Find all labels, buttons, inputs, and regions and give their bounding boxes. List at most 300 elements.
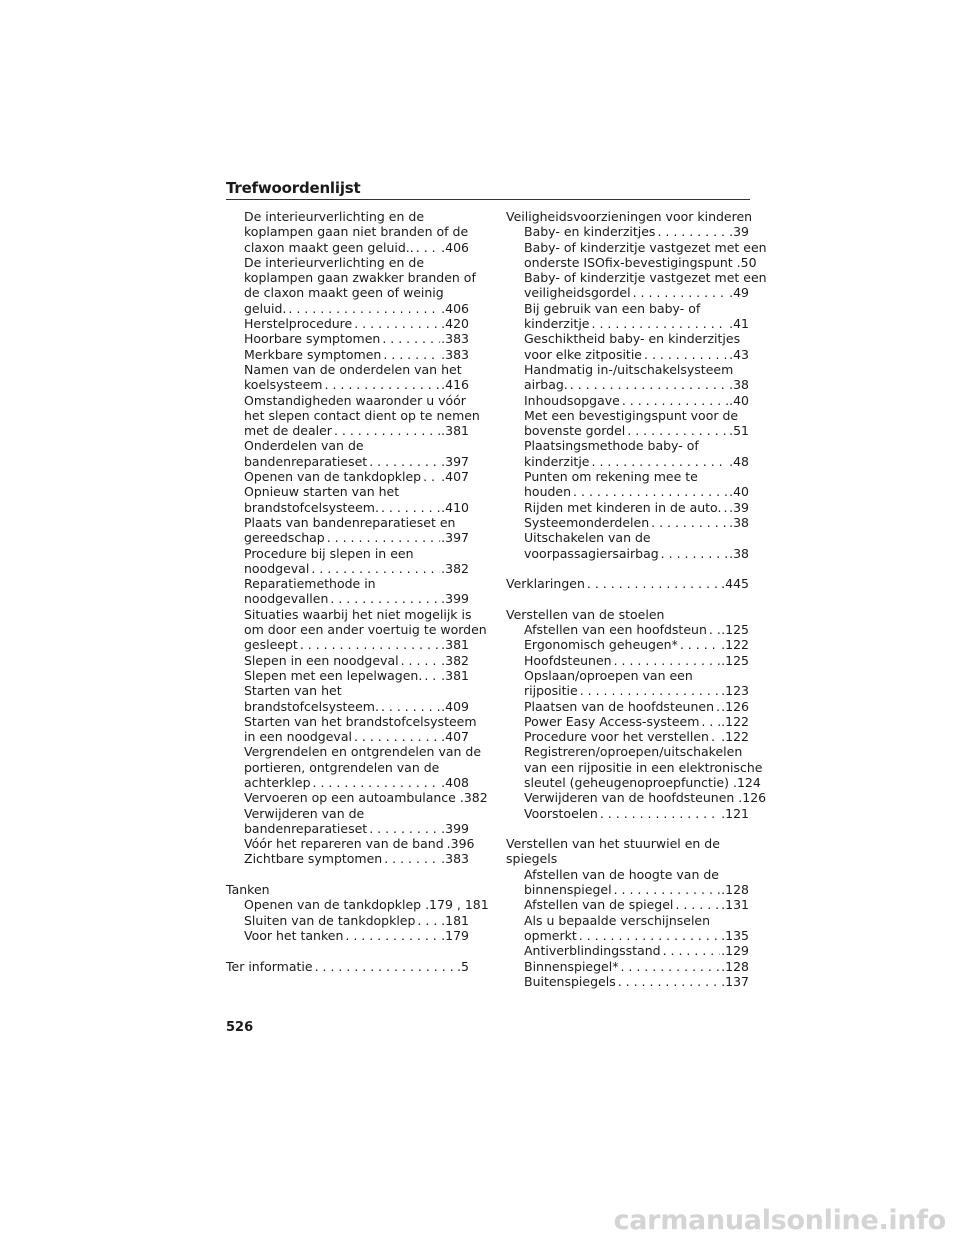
index-entry: [506, 546, 749, 561]
index-entry: [226, 515, 469, 530]
entry-page-ref: .408: [441, 774, 469, 790]
index-entry: [226, 255, 469, 270]
index-entry: [226, 806, 469, 821]
index-entry: [506, 759, 763, 775]
index-entry: [226, 744, 482, 760]
index-entry: [226, 362, 469, 377]
dot-leader: [577, 928, 720, 943]
entry-text: Afstellen van een hoofdsteun: [524, 622, 707, 638]
dot-leader: [678, 637, 720, 652]
entry-text: Antiverblindingsstand: [524, 943, 661, 959]
entry-page-ref: .5: [457, 958, 469, 974]
entry-text: om door een ander voertuig te worden: [244, 622, 487, 638]
index-entry: [226, 637, 469, 652]
entry-text: spiegels: [506, 851, 558, 867]
index-entry: [226, 316, 469, 331]
entry-text: Namen van de onderdelen van het: [244, 361, 462, 377]
entry-page-ref: .383: [441, 346, 469, 362]
entry-page-ref: .38: [729, 514, 749, 530]
entry-text: gereedschap: [244, 530, 325, 546]
entry-page-ref: .121: [721, 805, 749, 821]
dot-leader: [571, 484, 728, 499]
entry-text: Procedure voor het verstellen: [524, 729, 709, 745]
dot-leader: [616, 974, 720, 989]
index-heading: [506, 607, 749, 622]
entry-text: Rijden met kinderen in de auto.: [524, 499, 722, 515]
entry-page-ref: .383: [441, 331, 469, 347]
dot-leader: [382, 851, 440, 866]
dot-leader: [699, 714, 720, 729]
dot-leader: [631, 285, 729, 300]
entry-text: Verklaringen: [506, 576, 585, 592]
index-entry: [506, 254, 757, 270]
dot-leader: [415, 913, 440, 928]
index-entry: [226, 500, 469, 515]
index-entry: [226, 331, 469, 346]
dot-leader: [380, 331, 440, 346]
dot-leader: [578, 683, 720, 698]
entry-text: Slepen met een lepelwagen.: [244, 667, 423, 683]
entry-text: Ergonomisch geheugen*: [524, 637, 678, 653]
dot-leader: [568, 377, 728, 392]
entry-text: koplampen gaan zwakker branden of: [244, 270, 476, 286]
index-entry: [226, 224, 469, 239]
entry-text: de claxon maakt geen of weinig: [244, 285, 444, 301]
entry-page-ref: .125: [721, 622, 749, 638]
entry-page-ref: .381: [441, 637, 469, 653]
dot-leader: [309, 561, 440, 576]
entry-page-ref: .382: [441, 652, 469, 668]
entry-text: Procedure bij slepen in een: [244, 545, 414, 561]
index-entry: [226, 821, 469, 836]
dot-leader: [585, 576, 720, 591]
entry-text: portieren, ontgrendelen van de: [244, 759, 440, 775]
dot-leader: [590, 316, 729, 331]
entry-text: bovenste gordel: [524, 423, 626, 439]
entry-page-ref: .128: [721, 882, 749, 898]
entry-spacer: [226, 943, 469, 958]
entry-text: Uitschakelen van de: [524, 530, 651, 546]
index-entry: [506, 668, 749, 683]
index-entry: [506, 774, 761, 790]
entry-page-ref: .129: [721, 943, 749, 959]
entry-spacer: [506, 561, 749, 576]
index-heading: [226, 959, 469, 974]
watermark: carmanualsonline.info: [613, 1205, 946, 1236]
entry-page-ref: .406: [441, 300, 469, 316]
index-entry: [506, 637, 749, 652]
entry-text: opmerkt: [524, 927, 577, 943]
entry-text: Omstandigheden waaronder u vóór: [244, 392, 466, 408]
entry-text: geluid.: [244, 300, 287, 316]
index-entry: [226, 713, 477, 729]
entry-page-ref: .420: [441, 316, 469, 332]
index-entry: [506, 500, 749, 515]
page-title: Trefwoordenlijst: [226, 179, 361, 197]
index-entry: [226, 913, 469, 928]
entry-text: Baby- of kinderzitje vastgezet met een: [524, 239, 767, 255]
dot-leader: [707, 622, 720, 637]
entry-text: De interieurverlichting en de: [244, 254, 425, 270]
index-entry: [226, 790, 488, 806]
dot-leader: [367, 821, 440, 836]
entry-text: noodgeval: [244, 560, 310, 576]
index-entry: [506, 530, 749, 545]
entry-text: voorpassagiersairbag: [524, 545, 659, 561]
dot-leader: [659, 546, 728, 561]
index-entry: [226, 423, 469, 438]
entry-text: Verstellen van het stuurwiel en de: [506, 836, 720, 852]
entry-text: brandstofcelsysteem.: [244, 499, 379, 515]
entry-text: Starten van het brandstofcelsysteem: [244, 713, 477, 729]
entry-text: veiligheidsgordel: [524, 285, 631, 301]
entry-text: bandenreparatieset: [244, 820, 368, 836]
index-entry: [506, 469, 749, 484]
entry-text: gesleept: [244, 637, 298, 653]
index-entry: [506, 928, 749, 943]
dot-leader: [709, 729, 720, 744]
index-entry: [506, 699, 749, 714]
index-entry: [506, 913, 749, 928]
entry-text: Opnieuw starten van het: [244, 484, 400, 500]
entry-text: Ter informatie: [226, 958, 313, 974]
dot-leader: [422, 668, 440, 683]
index-entry: [226, 897, 489, 913]
entry-text: Baby- en kinderzitjes: [524, 224, 656, 240]
entry-page-ref: .179: [441, 927, 469, 943]
entry-page-ref: .126: [721, 698, 749, 714]
index-entry: [506, 867, 749, 882]
dot-leader: [421, 469, 440, 484]
entry-text: van een rijpositie in een elektronische: [524, 759, 763, 775]
header-divider: [226, 199, 750, 200]
index-entry: [226, 407, 480, 423]
index-entry: [226, 653, 469, 668]
index-entry: [506, 790, 767, 806]
entry-text: Afstellen van de spiegel: [524, 897, 674, 913]
entry-page-ref: .40: [729, 484, 749, 500]
entry-text: Herstelprocedure: [244, 316, 353, 332]
entry-page-ref: .399: [441, 591, 469, 607]
dot-leader: [590, 454, 729, 469]
index-entry: [506, 331, 749, 346]
index-entry: [506, 347, 749, 362]
index-entry: [226, 622, 487, 638]
entry-text: Tanken: [226, 882, 270, 898]
index-entry: [506, 729, 749, 744]
entry-page-ref: .382: [441, 560, 469, 576]
index-entry: [506, 744, 749, 759]
index-entry: [506, 393, 749, 408]
index-entry: [226, 699, 469, 714]
dot-leader: [655, 224, 728, 239]
index-entry: [226, 591, 469, 606]
dot-leader: [642, 347, 728, 362]
entry-page-ref: .416: [441, 377, 469, 393]
entry-text: Binnenspiegel*: [524, 958, 619, 974]
index-entry: [226, 469, 469, 484]
entry-text: Inhoudsopgave: [524, 392, 620, 408]
index-entry: [506, 301, 749, 316]
entry-text: Hoorbare symptomen: [244, 331, 381, 347]
dot-leader: [332, 423, 440, 438]
index-entry: [506, 239, 767, 255]
entry-text: binnenspiegel: [524, 882, 612, 898]
entry-page-ref: .48: [729, 453, 749, 469]
index-heading: [506, 209, 753, 224]
index-entry: [226, 438, 469, 453]
dot-leader: [625, 423, 728, 438]
index-entry: [226, 775, 469, 790]
entry-text: voor elke zitpositie: [524, 346, 642, 362]
entry-text: met de dealer: [244, 423, 332, 439]
entry-page-ref: .38: [729, 545, 749, 561]
dot-leader: [381, 347, 440, 362]
entry-page-ref: .51: [729, 423, 749, 439]
index-entry: [226, 668, 469, 683]
dot-leader: [620, 393, 728, 408]
entry-page-ref: .38: [729, 377, 749, 393]
index-entry: [506, 454, 749, 469]
entry-text: Met een bevestigingspunt voor de: [524, 407, 739, 423]
index-entry: [226, 240, 469, 255]
index-column-left: [226, 209, 489, 974]
entry-spacer: [226, 867, 469, 882]
dot-leader: [612, 653, 721, 668]
index-entry: [226, 301, 469, 316]
entry-page-ref: .137: [721, 973, 749, 989]
entry-text: Verwijderen van de: [244, 805, 365, 821]
entry-text: Systeemonderdelen: [524, 514, 650, 530]
entry-text: Starten van het: [244, 683, 342, 699]
index-entry: [506, 683, 749, 698]
index-entry: [226, 683, 469, 698]
index-column-right: [506, 209, 767, 989]
dot-leader: [323, 377, 441, 392]
entry-page-ref: .407: [441, 469, 469, 485]
index-entry: [506, 423, 749, 438]
entry-spacer: [506, 591, 749, 606]
dot-leader: [649, 515, 728, 530]
page-number: 526: [226, 1020, 254, 1035]
index-entry: [506, 943, 749, 958]
dot-leader: [598, 806, 720, 821]
index-entry: [506, 897, 749, 912]
entry-page-ref: .406: [441, 239, 469, 255]
entry-page-ref: .410: [441, 499, 469, 515]
entry-text: Afstellen van de hoogte van de: [524, 866, 719, 882]
dot-leader: [661, 943, 721, 958]
entry-text: in een noodgeval: [244, 729, 352, 745]
entry-text: Voor het tanken: [244, 927, 344, 943]
index-entry: [226, 836, 475, 852]
index-entry: [506, 974, 749, 989]
index-entry: [506, 653, 749, 668]
dot-leader: [325, 530, 440, 545]
entry-page-ref: .381: [441, 423, 469, 439]
entry-text: Hoofdsteunen: [524, 652, 612, 668]
index-entry: [226, 546, 469, 561]
entry-text: claxon maakt geen geluid..: [244, 239, 414, 255]
entry-text: sleutel (geheugenoproepfunctie) .124: [524, 774, 761, 790]
dot-leader: [313, 959, 456, 974]
entry-text: Situaties waarbij het niet mogelijk is: [244, 606, 472, 622]
entry-page-ref: .125: [721, 652, 749, 668]
index-entry: [226, 729, 469, 744]
entry-text: Merkbare symptomen: [244, 346, 382, 362]
dot-leader: [328, 591, 440, 606]
index-entry: [226, 851, 469, 866]
index-entry: [506, 622, 749, 637]
index-entry: [226, 209, 469, 224]
entry-text: Plaats van bandenreparatieset en: [244, 514, 456, 530]
entry-page-ref: .397: [441, 530, 469, 546]
entry-text: Baby- of kinderzitje vastgezet met een: [524, 270, 767, 286]
entry-page-ref: .122: [721, 729, 749, 745]
entry-page-ref: .407: [441, 729, 469, 745]
index-entry: [506, 362, 749, 377]
index-heading: [506, 836, 749, 851]
entry-page-ref: .381: [441, 667, 469, 683]
index-entry: [506, 270, 767, 286]
entry-text: Plaatsingsmethode baby- of: [524, 438, 699, 454]
index-entry: [226, 561, 469, 576]
index-entry: [226, 760, 469, 775]
entry-page-ref: .123: [721, 683, 749, 699]
entry-text: brandstofcelsysteem.: [244, 698, 379, 714]
entry-text: Registreren/oproepen/uitschakelen: [524, 744, 743, 760]
index-entry: [226, 576, 469, 591]
entry-page-ref: .122: [721, 713, 749, 729]
dot-leader: [286, 301, 440, 316]
entry-text: airbag.: [524, 377, 568, 393]
index-entry: [506, 515, 749, 530]
dot-leader: [298, 637, 440, 652]
index-entry: [506, 882, 749, 897]
entry-text: Veiligheidsvoorzieningen voor kinderen: [506, 209, 753, 224]
entry-text: Reparatiemethode in: [244, 576, 376, 592]
dot-leader: [379, 500, 440, 515]
entry-text: Plaatsen van de hoofdsteunen: [524, 698, 714, 714]
entry-text: Als u bepaalde verschijnselen: [524, 912, 711, 928]
entry-page-ref: .399: [441, 820, 469, 836]
entry-text: Opslaan/oproepen van een: [524, 667, 693, 683]
entry-text: Buitenspiegels: [524, 973, 616, 989]
index-entry: [226, 377, 469, 392]
entry-spacer: [506, 821, 749, 836]
entry-text: Onderdelen van de: [244, 438, 364, 454]
dot-leader: [612, 882, 721, 897]
entry-page-ref: .131: [721, 897, 749, 913]
entry-text: Zichtbare symptomen: [244, 851, 383, 867]
dot-leader: [721, 500, 728, 515]
entry-page-ref: .40: [729, 392, 749, 408]
index-entry: [226, 393, 469, 408]
entry-text: rijpositie: [524, 683, 578, 699]
entry-text: Verstellen van de stoelen: [506, 606, 665, 622]
dot-leader: [352, 729, 440, 744]
index-entry: [506, 806, 749, 821]
index-entry: [226, 928, 469, 943]
index-entry: [506, 714, 749, 729]
index-entry: [506, 484, 749, 499]
entry-text: Voorstoelen: [524, 805, 598, 821]
dot-leader: [414, 240, 440, 255]
index-entry: [226, 454, 469, 469]
entry-page-ref: .39: [729, 224, 749, 240]
index-entry: [506, 316, 749, 331]
entry-text: Geschiktheid baby- en kinderzitjes: [524, 331, 741, 347]
dot-leader: [352, 316, 440, 331]
index-entry: [226, 484, 469, 499]
entry-text: Slepen in een noodgeval: [244, 652, 399, 668]
entry-text: De interieurverlichting en de: [244, 209, 425, 224]
entry-page-ref: .122: [721, 637, 749, 653]
entry-text: onderste ISOfix-bevestigingspunt .50: [524, 254, 757, 270]
entry-text: Vergrendelen en ontgrendelen van de: [244, 744, 482, 760]
entry-text: het slepen contact dient op te nemen: [244, 407, 480, 423]
dot-leader: [618, 959, 720, 974]
index-entry: [226, 285, 469, 300]
entry-page-ref: .383: [441, 851, 469, 867]
entry-text: achterklep: [244, 774, 311, 790]
index-entry: [506, 408, 749, 423]
entry-page-ref: .49: [729, 285, 749, 301]
entry-text: kinderzitje: [524, 316, 590, 332]
entry-text: Vervoeren op een autoambulance .382: [244, 790, 488, 806]
index-entry: [506, 377, 749, 392]
entry-page-ref: .445: [721, 576, 749, 592]
index-entry: [226, 530, 469, 545]
entry-text: Openen van de tankdopklep .179 , 181: [244, 897, 489, 913]
entry-text: kinderzitje: [524, 453, 590, 469]
index-entry: [506, 959, 749, 974]
entry-text: noodgevallen: [244, 591, 329, 607]
index-entry: [226, 347, 469, 362]
index-entry: [506, 224, 749, 239]
dot-leader: [343, 928, 440, 943]
entry-page-ref: .128: [721, 958, 749, 974]
dot-leader: [311, 775, 441, 790]
entry-page-ref: .181: [441, 912, 469, 928]
index-heading: [506, 576, 749, 591]
entry-page-ref: .41: [729, 316, 749, 332]
entry-text: Vóór het repareren van de band: [244, 836, 444, 852]
dot-leader: [399, 653, 441, 668]
entry-page-ref: .409: [441, 698, 469, 714]
entry-text: koelsysteem: [244, 377, 323, 393]
entry-page-ref: .135: [721, 927, 749, 943]
entry-text: koplampen gaan niet branden of de: [244, 224, 469, 240]
entry-text: bandenreparatieset: [244, 453, 368, 469]
entry-page-ref: .397: [441, 453, 469, 469]
dot-leader: [673, 897, 720, 912]
dot-leader: [379, 699, 440, 714]
dot-leader: [367, 454, 440, 469]
entry-text: Handmatig in-/uitschakelsysteem: [524, 361, 734, 377]
entry-text: houden: [524, 484, 572, 500]
index-heading: [226, 882, 469, 897]
entry-text: Sluiten van de tankdopklep: [244, 912, 416, 928]
entry-text: Power Easy Access-systeem: [524, 713, 700, 729]
entry-page-ref: .39: [729, 499, 749, 515]
entry-text: Openen van de tankdopklep: [244, 469, 422, 485]
entry-page-ref: .396: [446, 836, 475, 852]
entry-text: Punten om rekening mee te: [524, 469, 698, 485]
index-entry: [506, 285, 749, 300]
index-heading: [506, 851, 749, 866]
index-entry: [506, 438, 749, 453]
